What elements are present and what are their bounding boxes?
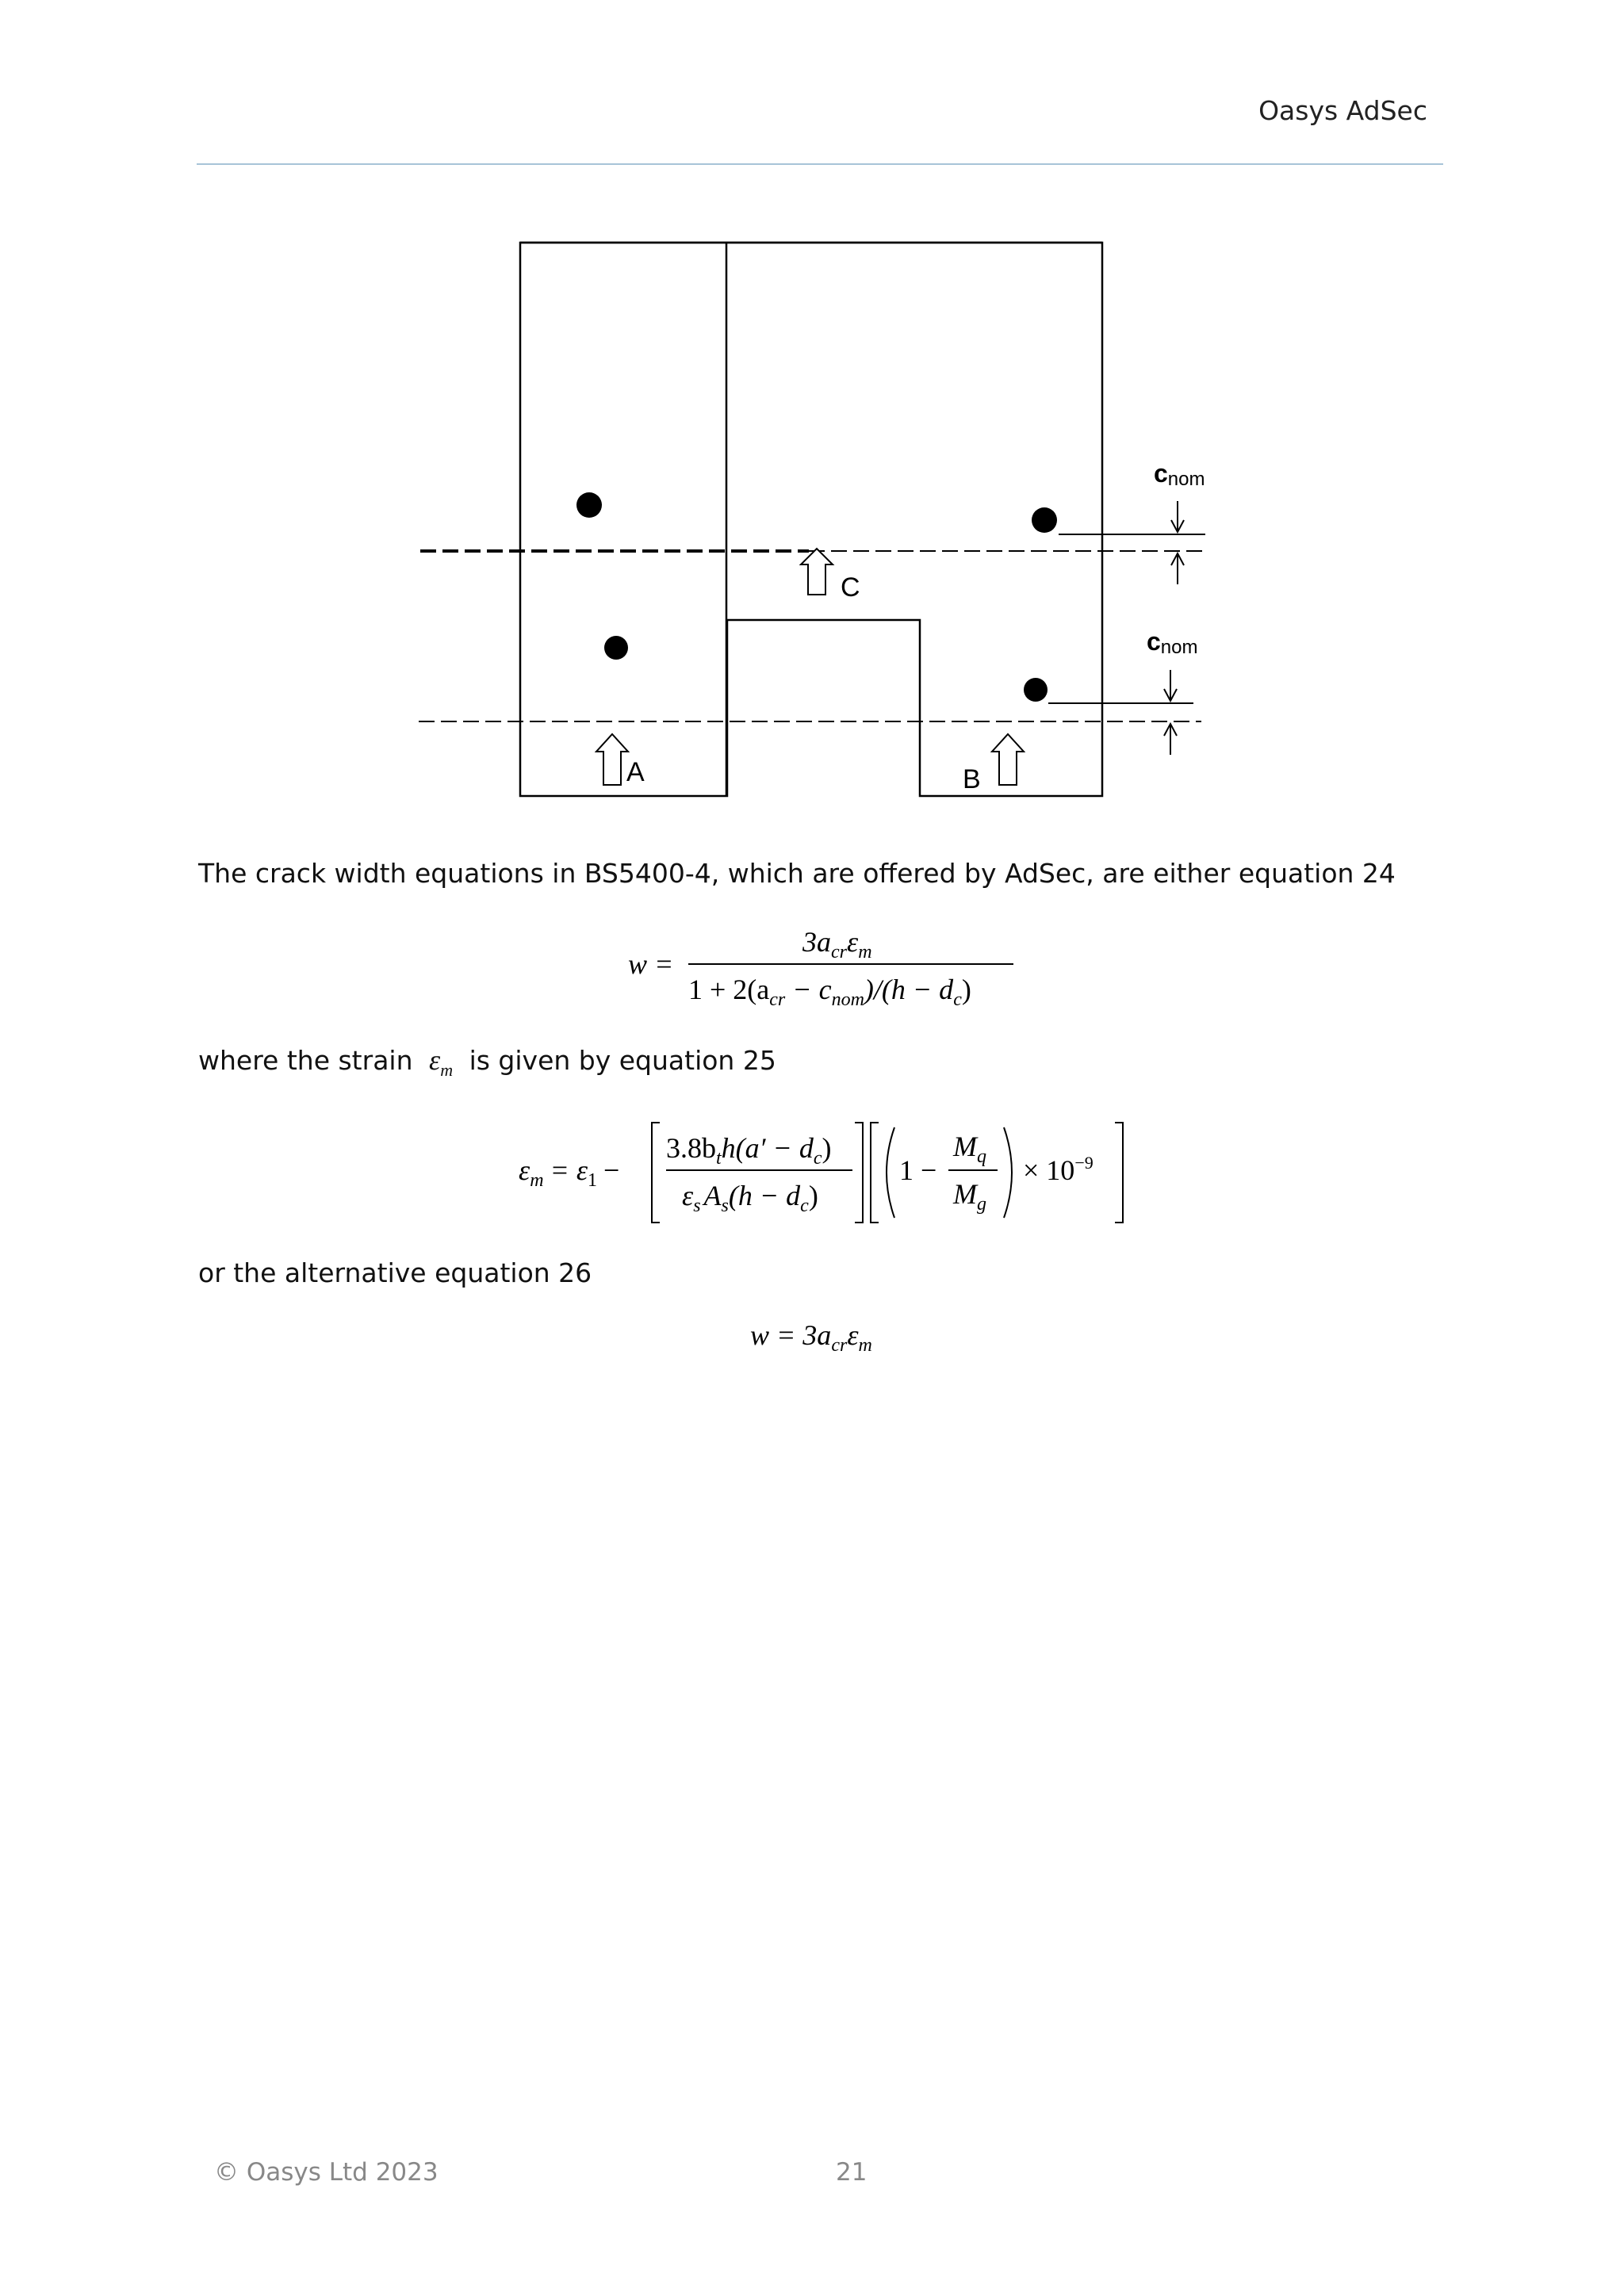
- equation-24: [619, 918, 1031, 1013]
- header-divider: [197, 163, 1443, 165]
- eq25-denominator: $\varepsilon_s$ $A_s(h - d_c)$: [682, 1180, 818, 1216]
- eq24-denominator: $1 + 2(a_{cr} - c_{nom})/(h - d_c)$: [688, 974, 971, 1010]
- rebar-top-right: [1032, 507, 1057, 533]
- footer-copyright: © Oasys Ltd 2023: [214, 2158, 439, 2187]
- footer-page-number: 21: [836, 2158, 868, 2187]
- eq25-lhs: $\varepsilon_m = \varepsilon_1$ −: [519, 1154, 620, 1191]
- eq25-mg: $M_g$: [953, 1178, 986, 1215]
- rebar-bottom-right: [1024, 678, 1048, 702]
- eq25-bracket-left-2: [871, 1123, 879, 1223]
- label-cnom-top: cnom: [1154, 459, 1205, 490]
- eq24-lhs: w =: [628, 948, 674, 980]
- eq26-expression: $w = 3a_{cr}\varepsilon_m$: [750, 1319, 872, 1356]
- eq25-bracket-right-1: [855, 1123, 863, 1223]
- arrow-c: [801, 549, 833, 595]
- label-b: B: [963, 764, 981, 794]
- eq25-bracket-right-2: [1115, 1123, 1123, 1223]
- paragraph-equation-26-intro: or the alternative equation 26: [198, 1257, 592, 1288]
- eq25-numerator: $3.8b_th(a' - d_c)$: [666, 1132, 832, 1169]
- strain-symbol: $\varepsilon_m$: [429, 1044, 454, 1081]
- header-title: Oasys AdSec: [1258, 95, 1427, 126]
- paragraph-equation-24-intro: The crack width equations in BS5400-4, which are offered by AdSec, are either equation 24: [198, 858, 1396, 889]
- paragraph-strain-intro: [198, 1043, 776, 1081]
- equation-25: [515, 1110, 1134, 1237]
- eq25-paren-right: [1004, 1127, 1012, 1218]
- arrow-b: [992, 734, 1024, 785]
- rebar-bottom-left: [604, 636, 628, 660]
- eq24-numerator: $3a_{cr}\varepsilon_m$: [802, 926, 872, 962]
- section-outline: [520, 243, 1102, 796]
- eq25-bracket-left-1: [652, 1123, 660, 1223]
- p2-after: is given by equation 25: [469, 1045, 776, 1076]
- eq25-times-ten: × $10^{-9}$: [1023, 1153, 1094, 1186]
- eq25-one-minus: 1 −: [899, 1154, 937, 1186]
- label-a: A: [626, 757, 645, 787]
- eq25-paren-left: [887, 1127, 894, 1218]
- p2-before: where the strain: [198, 1045, 413, 1076]
- label-c: C: [841, 572, 860, 603]
- eq25-mq: $M_q$: [953, 1131, 986, 1167]
- label-cnom-bottom: cnom: [1147, 627, 1198, 658]
- equation-26: [745, 1311, 936, 1367]
- section-diagram: [396, 230, 1237, 817]
- rebar-top-left: [576, 492, 602, 518]
- arrow-a: [596, 734, 628, 785]
